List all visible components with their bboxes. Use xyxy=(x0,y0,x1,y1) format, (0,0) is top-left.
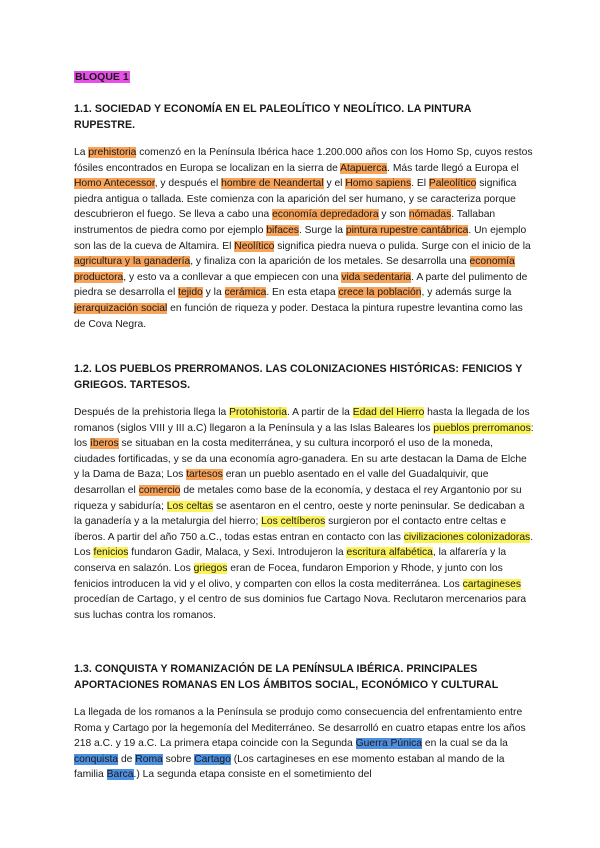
highlight-term: economía productora xyxy=(74,256,515,283)
highlight-term: Barca xyxy=(106,769,134,781)
text-run: en función de riqueza y poder. Destaca la pintura rupestre levantina como las de Cova Negra. xyxy=(74,302,523,330)
highlight-term: Homo sapiens xyxy=(345,178,412,190)
highlight-term: pueblos prerromanos xyxy=(433,422,531,434)
section-heading-1-2: 1.2. LOS PUEBLOS PRERROMANOS. LAS COLONIZACIONES HISTÓRICAS: FENICIOS Y GRIEGOS. TARTESOS. xyxy=(74,363,523,391)
highlight-term: hombre de Neandertal xyxy=(221,178,324,190)
text-run: , y esto va a conllevar a que empiecen con una xyxy=(123,271,342,283)
highlight-term: comercio xyxy=(138,484,181,496)
highlight-term: crece la población xyxy=(338,287,422,299)
highlight-term: cartagineses xyxy=(462,578,522,590)
highlight-term: Atapuerca xyxy=(340,162,388,174)
text-run: de xyxy=(118,753,136,765)
text-run: Después de la prehistoria llega la xyxy=(74,407,230,418)
text-run: , y además surge la xyxy=(421,287,512,299)
text-run: y el xyxy=(323,178,346,190)
text-run: eran de Focea, fundaron Emporion y Rhode, y junto con los fenicios introducen la vid y el olivo, y comparten con ellos la costa mediterránea. Los xyxy=(74,562,503,590)
highlight-term: íberos xyxy=(90,438,119,450)
text-run: significa piedra nueva o pulida. Surge con el inicio de la xyxy=(274,240,531,252)
text-run: comenzó en la Península Ibérica hace 1.200.000 años con los Homo Sp, cuyos restos fósiles encontrados en Europa se localizan en la sierra de xyxy=(74,147,533,174)
text-run: y son xyxy=(378,209,409,221)
section-body-1-3 xyxy=(74,705,534,783)
highlight-term: Los celtíberos xyxy=(261,516,326,528)
text-run: , y finaliza con la aparición de los metales. Se desarrolla una xyxy=(190,256,470,268)
text-run: en la cual se da la xyxy=(422,738,508,750)
block-label: BLOQUE 1 xyxy=(75,71,129,83)
highlight-term: agricultura y la ganadería xyxy=(74,256,191,268)
text-run: de metales como base de la economía, y destaca el rey Argantonio por su riqueza y sabiduría; xyxy=(74,484,522,512)
text-run: : los xyxy=(74,422,534,450)
highlight-term: Guerra Púnica xyxy=(355,738,423,750)
highlight-term: pintura rupestre cantábrica xyxy=(345,224,469,236)
section-heading-1-3: 1.3. CONQUISTA Y ROMANIZACIÓN DE LA PENÍNSULA IBÉRICA. PRINCIPALES APORTACIONES ROMANAS EN LOS ÁMBITOS SOCIAL, ECONÓMICO Y CULTURAL xyxy=(74,663,499,691)
highlight-term: tartesos xyxy=(186,469,223,481)
text-run: . A partir de la xyxy=(286,407,353,418)
text-run: procedían de Cartago, y el centro de sus dominios fue Cartago Nova. Reclutaron mercenarios para sus luchas contra los romanos. xyxy=(74,594,527,621)
text-run: . En esta etapa xyxy=(266,287,339,299)
highlight-term: Protohistoria xyxy=(229,407,287,418)
text-run: se situaban en la costa mediterránea, y su cultura incorporó el uso de la moneda, ciudades fortificadas, y se da una economía agro-ganadera. En su arte destacan la Dama de Elche y la Dama de Baza; Los xyxy=(74,438,527,481)
section-body-1-1 xyxy=(74,145,534,332)
text-run: La xyxy=(74,147,89,158)
highlight-term: nómadas xyxy=(408,209,452,221)
highlight-term: bifaces xyxy=(266,224,299,236)
highlight-term: vida sedentaria xyxy=(341,271,412,283)
text-run: y la xyxy=(202,287,225,299)
highlight-term: economía depredadora xyxy=(272,209,379,221)
highlight-term: Paleolítico xyxy=(428,178,477,190)
highlight-term: Roma xyxy=(135,753,163,765)
highlight-term: Edad del Hierro xyxy=(352,407,425,418)
text-run: La llegada de los romanos a la Península se produjo como consecuencia del enfrentamiento entre Roma y Cartago por la hegemonía del Mediterráneo. Se desarrolló en cuatro etapas entre los años 218 a.C. y 19 a.C. La primera etapa coincide con la Segunda xyxy=(74,707,526,750)
section-heading-1-1: 1.1. SOCIEDAD Y ECONOMÍA EN EL PALEOLÍTICO Y NEOLÍTICO. LA PINTURA RUPESTRE. xyxy=(74,103,472,131)
text-run: se asentaron en el centro, oeste y norte peninsular. Se dedicaban a la ganadería y a la metalurgia del hierro; xyxy=(74,500,525,528)
highlight-term: prehistoria xyxy=(88,147,137,158)
text-run: . Surge la xyxy=(298,224,346,236)
text-run: eran un pueblo asentado en el valle del Guadalquivir, que desarrollan el xyxy=(74,469,489,496)
highlight-term: Cartago xyxy=(194,753,231,765)
highlight-term: Los celtas xyxy=(166,500,214,512)
highlight-term: escritura alfabética xyxy=(346,547,433,559)
text-run: fundaron Gadir, Malaca, y Sexi. Introdujeron la xyxy=(128,547,347,559)
text-run: . Los xyxy=(74,531,534,559)
text-run: . Más tarde llegó a Europa el xyxy=(387,162,519,174)
highlight-term: tejido xyxy=(178,287,203,299)
highlight-term: jerarquización social xyxy=(74,302,168,314)
text-run: significa piedra antigua o tallada. Este comienza con la aparición del ser humano, y se caracteriza porque descubrieron el fuego. Se lleva a cabo una xyxy=(74,178,517,221)
highlight-term: griegos xyxy=(193,562,228,574)
highlight-term: civilizaciones colonizadoras xyxy=(403,531,531,543)
highlight-term: fenicios xyxy=(93,547,129,559)
text-run: . A parte del pulimento de piedra se desarrolla el xyxy=(74,271,528,299)
section-body-1-2 xyxy=(74,405,534,623)
text-run: (Los cartagineses en ese momento estaban al mando de la familia xyxy=(74,753,505,781)
highlight-term: Homo Antecessor xyxy=(74,178,155,190)
highlight-term: cerámica xyxy=(224,287,267,299)
highlight-term: conquista xyxy=(74,753,119,765)
text-run: . El xyxy=(411,178,429,190)
text-run: hasta la llegada de los romanos (siglos VIII y III a.C) llegaron a la Península y a las Islas Baleares los xyxy=(74,407,530,434)
text-run: , la alfarería y la conserva en salazón. Los xyxy=(74,547,507,574)
text-run: sobre xyxy=(162,753,195,765)
text-run: .) La segunda etapa consiste en el sometimiento del xyxy=(133,769,372,781)
text-run: . Tallaban instrumentos de piedra como por ejemplo xyxy=(74,209,496,236)
highlight-term: Neolítico xyxy=(234,240,275,252)
text-run: surgieron por el contacto entre celtas e íberos. A partir del año 750 a.C., todas estas entran en contacto con las xyxy=(74,516,507,543)
text-run: . Un ejemplo son las de la cueva de Altamira. El xyxy=(74,224,527,252)
text-run: , y después el xyxy=(154,178,222,190)
